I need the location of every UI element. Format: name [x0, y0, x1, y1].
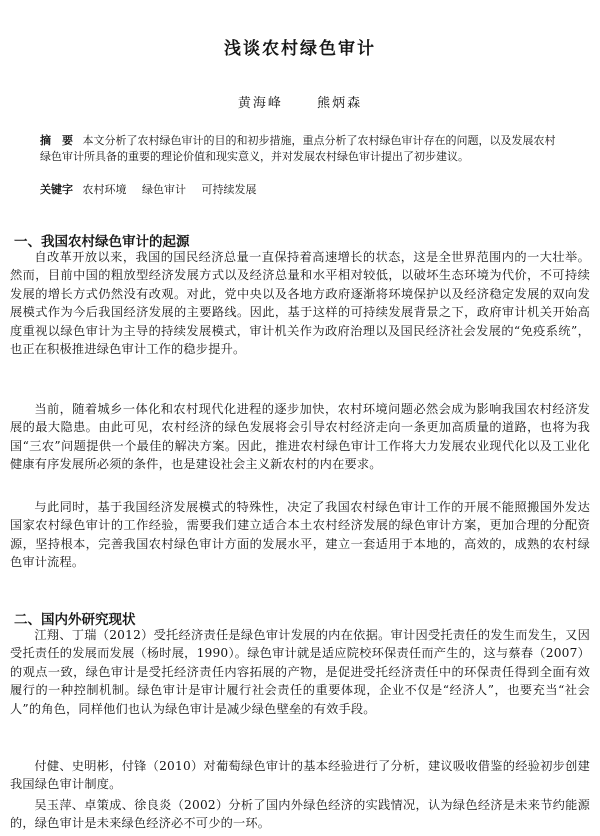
body-paragraph: 自改革开放以来，我国的国民经济总量一直保持着高速增长的状态，这是全世界范围内的一大壮举。然而，目前中国的粗放型经济发展方式以及经济总量和水平相对较低，以破坏生态环境为代价，不可持续发展的增长方式仍然没有改观。对此，党中央以及各地方政府逐渐将环境保护以及经济稳定发展的双向发展模式作为今后我国经济发展的主要路线。因此，基于这样的可持续发展背景之下，政府审计机关开始高度重视以绿色审计为主导的持续发展模式，审计机关作为政府治理以及国民经济社会发展的“免疫系统”，也正在积极推进绿色审计工作的稳步提升。 [10, 250, 590, 357]
section-heading: 一、我国农村绿色审计的起源 [14, 234, 190, 250]
keyword: 农村环境 [82, 183, 127, 196]
author-name: 黄海峰 [237, 96, 283, 111]
body-paragraph: 与此同时，基于我国经济发展模式的特殊性，决定了我国农村绿色审计工作的开展不能照搬国外发达国家农村绿色审计的工作经验，需要我们建立适合本土农村经济发展的绿色审计方案，更加合理的分配资源，坚持根本，完善我国农村绿色审计方面的发展水平，建立一套适用于本地的，高效的，成熟的农村绿色审计流程。 [10, 500, 590, 570]
abstract-label: 摘 要 [40, 134, 73, 147]
body-paragraph: 吴玉萍、卓策成、徐良炎（2002）分析了国内外绿色经济的实践情况，认为绿色经济是未来节约能源的，绿色审计是未来绿色经济必不可少的一环。 [10, 798, 590, 831]
body-paragraph: 江翔、丁瑞（2012）受托经济责任是绿色审计发展的内在依据。审计因受托责任的发生而发生，又因受托责任的发展而发展（杨时展，1990）。绿色审计就是适应院校环保责任而产生的，这与蔡春（2007）的观点一致，绿色审计是受托经济责任内容拓展的产物，是促进受托经济责任中的环保责任得到全面有效履行的一种控制机制。绿色审计是审计履行社会责任的重要体现，企业不仅是“经济人”，也要充当“社会人”的角色，同样他们也认为绿色审计是减少绿色壁垒的有效手段。 [10, 628, 590, 716]
keywords [40, 181, 562, 197]
author-name: 熊炳森 [317, 96, 363, 111]
body-paragraph: 付健、史明彬，付锋（2010）对葡萄绿色审计的基本经验进行了分析，建议吸收借鉴的经验初步创建我国绿色审计制度。 [10, 759, 590, 792]
author-list [0, 92, 600, 111]
paper-title: 浅谈农村绿色审计 [224, 39, 376, 59]
section-heading: 二、国内外研究现状 [14, 612, 136, 628]
abstract [40, 133, 562, 165]
body-paragraph: 当前，随着城乡一体化和农村现代化进程的逐步加快，农村环境问题必然会成为影响我国农村经济发展的最大隐患。由此可见，农村经济的绿色发展将会引导农村经济走向一条更加高质量的道路，也将为我国“三农”问题提供一个最佳的解决方案。因此，推进农村绿色审计工作将大力发展农业现代化以及工业化健康有序发展所必须的条件，也是建设社会主义新农村的内在要求。 [10, 402, 590, 472]
keyword: 绿色审计 [142, 183, 186, 196]
keywords-label: 关键字 [40, 183, 73, 196]
abstract-text: 本文分析了农村绿色审计的目的和初步措施，重点分析了农村绿色审计存在的问题，以及发展农村绿色审计所具备的重要的理论价值和现实意义，并对发展农村绿色审计提出了初步建议。 [40, 134, 556, 163]
keyword: 可持续发展 [201, 183, 257, 196]
